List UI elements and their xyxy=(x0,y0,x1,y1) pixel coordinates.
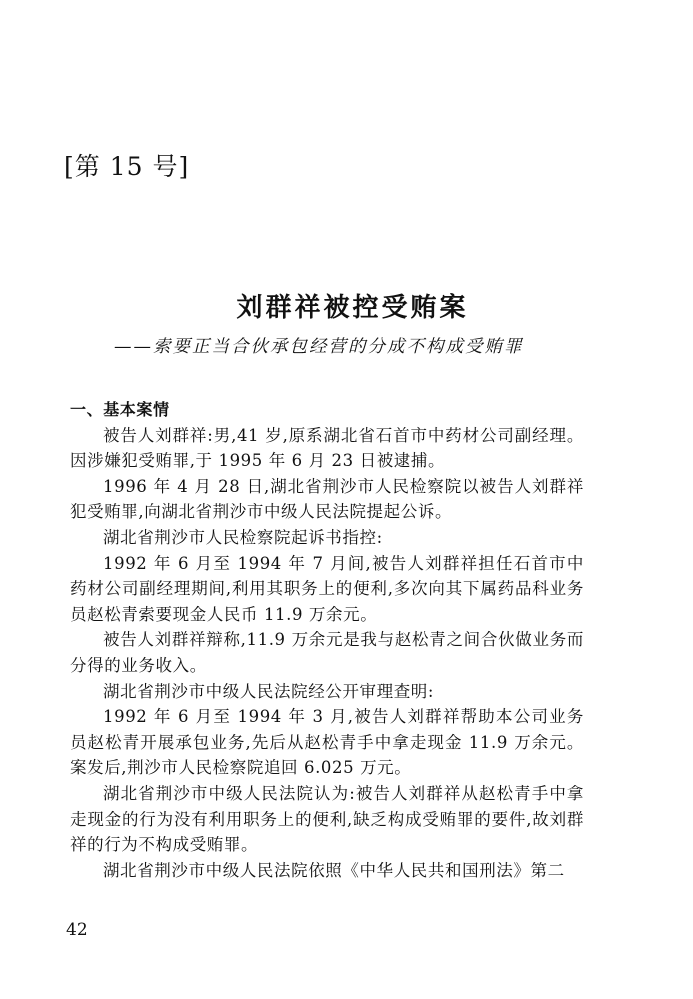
paragraph-findings: 1992 年 6 月至 1994 年 3 月,被告人刘群祥帮助本公司业务员赵松青开展承包业务,先后从赵松青手中拿走现金 11.9 万余元。案发后,荆沙市人民检察院追回 6.025 万元。 xyxy=(70,707,584,778)
paragraph-indictment: 1992 年 6 月至 1994 年 7 月间,被告人刘群祥担任石首市中药材公司副经理期间,利用其职务上的便利,多次向其下属药品科业务员赵松青索要现金人民币 11.9 万余元。 xyxy=(70,553,584,624)
document-body xyxy=(70,397,584,883)
paragraph-judgment-basis: 湖北省荆沙市中级人民法院依照《中华人民共和国刑法》第二 xyxy=(103,860,565,880)
page-number: 42 xyxy=(66,920,88,940)
paragraph-court-opinion: 湖北省荆沙市中级人民法院认为:被告人刘群祥从赵松青手中拿走现金的行为没有利用职务上的便利,缺乏构成受贿罪的要件,故刘群祥的行为不构成受贿罪。 xyxy=(70,783,584,855)
case-title: 刘群祥被控受贿案 xyxy=(236,293,469,323)
paragraph-indictment-intro: 湖北省荆沙市人民检察院起诉书指控: xyxy=(103,527,383,547)
paragraph-defendant: 被告人刘群祥:男,41 岁,原系湖北省石首市中药材公司副经理。因涉嫌犯受贿罪,于 1995 年 6 月 23 日被逮捕。 xyxy=(70,425,584,471)
paragraph-defense: 被告人刘群祥辩称,11.9 万余元是我与赵松青之间合伙做业务而分得的业务收入。 xyxy=(70,630,584,675)
paragraph-trial-intro: 湖北省荆沙市中级人民法院经公开审理查明: xyxy=(103,681,435,701)
case-number: [第 15 号] xyxy=(64,152,190,181)
section-heading: 一、基本案情 xyxy=(70,400,170,419)
case-subtitle: ——索要正当合伙承包经营的分成不构成受贿罪 xyxy=(114,337,524,357)
paragraph-prosecution: 1996 年 4 月 28 日,湖北省荆沙市人民检察院以被告人刘群祥犯受贿罪,向湖北省荆沙市中级人民法院提起公诉。 xyxy=(70,476,584,522)
